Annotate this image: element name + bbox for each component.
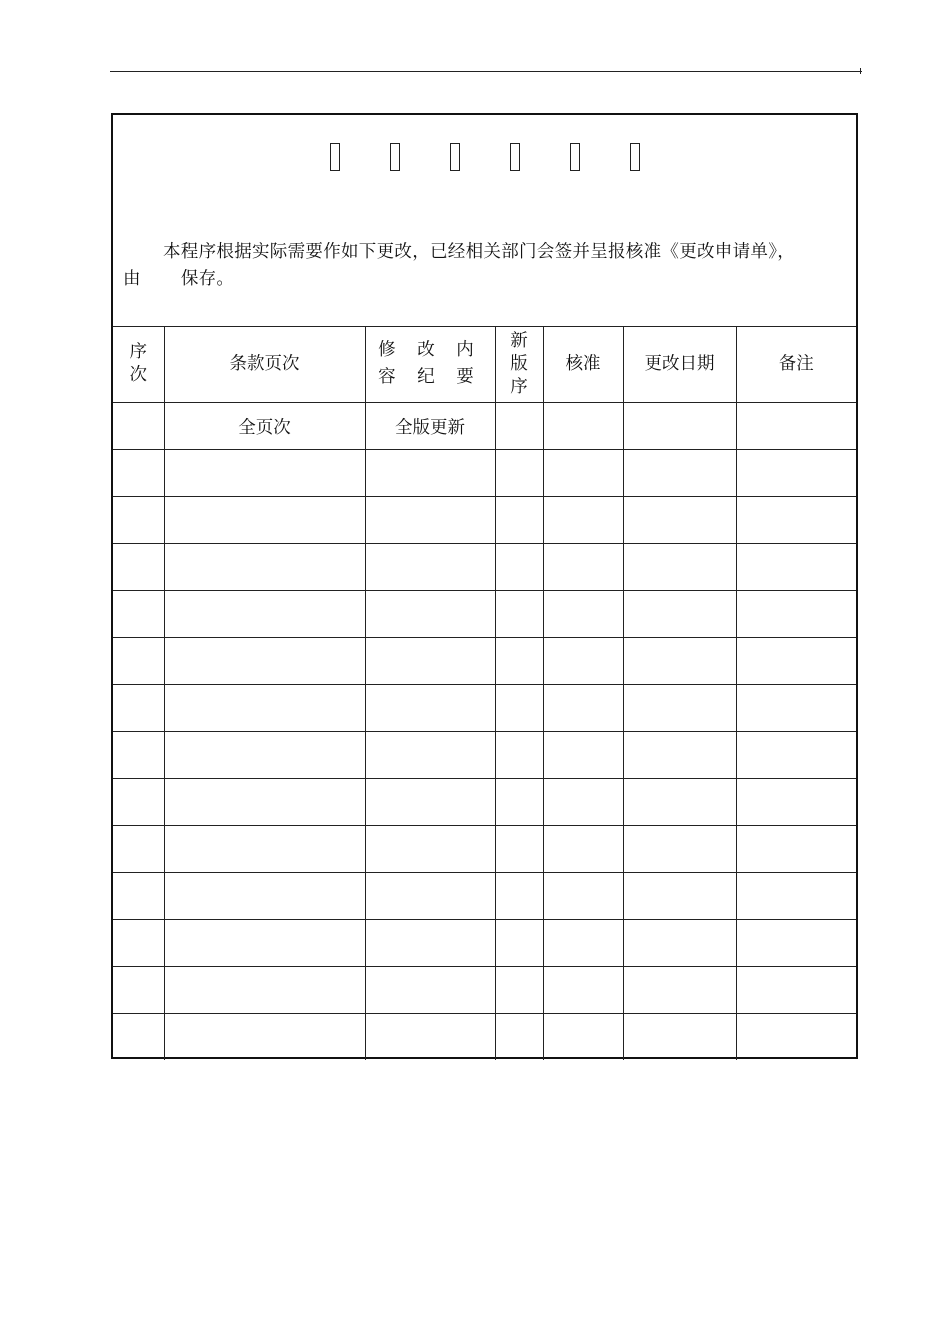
cell-new-version[interactable] xyxy=(495,638,543,685)
header-clause-page: 条款页次 xyxy=(164,326,365,403)
cell-clause-page[interactable] xyxy=(164,497,365,544)
cell-new-version[interactable] xyxy=(495,497,543,544)
cell-remarks[interactable] xyxy=(736,732,856,779)
cell-change-date[interactable] xyxy=(623,450,736,497)
cell-change-date[interactable] xyxy=(623,732,736,779)
table-row xyxy=(113,638,856,685)
form-title xyxy=(113,143,856,171)
header-remarks: 备注 xyxy=(736,326,856,403)
cell-seq[interactable] xyxy=(113,638,164,685)
intro-line-2-prefix: 由 xyxy=(123,269,141,289)
cell-change-date[interactable] xyxy=(623,826,736,873)
cell-approve[interactable] xyxy=(543,779,623,826)
cell-change-date[interactable] xyxy=(623,497,736,544)
cell-clause-page[interactable] xyxy=(164,732,365,779)
cell-seq[interactable] xyxy=(113,873,164,920)
cell-clause-page[interactable] xyxy=(164,873,365,920)
cell-new-version[interactable] xyxy=(495,873,543,920)
cell-remarks[interactable] xyxy=(736,967,856,1014)
cell-approve[interactable] xyxy=(543,591,623,638)
cell-summary[interactable] xyxy=(365,1014,495,1061)
cell-remarks[interactable] xyxy=(736,544,856,591)
cell-summary[interactable] xyxy=(365,920,495,967)
cell-new-version[interactable] xyxy=(495,826,543,873)
cell-seq[interactable] xyxy=(113,1014,164,1061)
title-glyph xyxy=(630,143,640,171)
cell-remarks[interactable] xyxy=(736,591,856,638)
header-approve: 核准 xyxy=(543,326,623,403)
table-row xyxy=(113,1014,856,1061)
cell-clause-page[interactable] xyxy=(164,450,365,497)
title-glyph xyxy=(390,143,400,171)
header-summary: 修 改 内 容 纪 要 xyxy=(365,326,495,403)
cell-approve[interactable] xyxy=(543,873,623,920)
cell-seq[interactable] xyxy=(113,497,164,544)
cell-remarks[interactable] xyxy=(736,450,856,497)
cell-summary[interactable] xyxy=(365,732,495,779)
cell-summary[interactable] xyxy=(365,497,495,544)
cell-change-date[interactable] xyxy=(623,685,736,732)
cell-clause-page[interactable] xyxy=(164,967,365,1014)
header-seq: 序次 xyxy=(113,326,164,403)
cell-approve[interactable] xyxy=(543,826,623,873)
cell-remarks[interactable] xyxy=(736,497,856,544)
intro-line-1: 本程序根据实际需要作如下更改，已经相关部门会签并呈报核准《更改申请单》， xyxy=(163,242,796,262)
table-row xyxy=(113,920,856,967)
cell-remarks[interactable] xyxy=(736,685,856,732)
cell-new-version[interactable] xyxy=(495,403,543,450)
cell-change-date[interactable] xyxy=(623,873,736,920)
cell-summary[interactable] xyxy=(365,450,495,497)
cell-approve[interactable] xyxy=(543,732,623,779)
revision-record-form xyxy=(111,113,858,1059)
table-row xyxy=(113,450,856,497)
cell-approve[interactable] xyxy=(543,967,623,1014)
cell-clause-page[interactable] xyxy=(164,685,365,732)
intro-line-2 xyxy=(123,266,847,293)
cell-new-version[interactable] xyxy=(495,685,543,732)
cell-seq[interactable] xyxy=(113,403,164,450)
cell-remarks[interactable] xyxy=(736,873,856,920)
table-row xyxy=(113,403,856,450)
cell-remarks[interactable] xyxy=(736,826,856,873)
table-row xyxy=(113,826,856,873)
cell-new-version[interactable] xyxy=(495,920,543,967)
cell-approve[interactable] xyxy=(543,544,623,591)
title-glyph xyxy=(570,143,580,171)
title-glyph xyxy=(330,143,340,171)
cell-summary[interactable] xyxy=(365,779,495,826)
header-new-version: 新版序 xyxy=(495,326,543,403)
cell-clause-page[interactable] xyxy=(164,1014,365,1061)
cell-change-date[interactable] xyxy=(623,403,736,450)
cell-seq[interactable] xyxy=(113,450,164,497)
cell-summary[interactable]: 全版更新 xyxy=(365,403,495,450)
cell-seq[interactable] xyxy=(113,544,164,591)
cell-clause-page[interactable] xyxy=(164,920,365,967)
cell-change-date[interactable] xyxy=(623,920,736,967)
table-row xyxy=(113,544,856,591)
cell-remarks[interactable] xyxy=(736,779,856,826)
page-header-rule xyxy=(110,71,862,72)
cell-clause-page[interactable] xyxy=(164,544,365,591)
cell-new-version[interactable] xyxy=(495,591,543,638)
cell-approve[interactable] xyxy=(543,685,623,732)
cell-change-date[interactable] xyxy=(623,544,736,591)
cell-clause-page[interactable] xyxy=(164,826,365,873)
table-row xyxy=(113,779,856,826)
title-glyph xyxy=(450,143,460,171)
cell-new-version[interactable] xyxy=(495,450,543,497)
cell-seq[interactable] xyxy=(113,732,164,779)
form-intro-section xyxy=(113,115,856,327)
cell-new-version[interactable] xyxy=(495,544,543,591)
cell-seq[interactable] xyxy=(113,920,164,967)
cell-summary[interactable] xyxy=(365,685,495,732)
cell-approve[interactable] xyxy=(543,403,623,450)
cell-approve[interactable] xyxy=(543,638,623,685)
cell-remarks[interactable] xyxy=(736,403,856,450)
cell-seq[interactable] xyxy=(113,779,164,826)
cell-seq[interactable] xyxy=(113,591,164,638)
table-header-row xyxy=(113,326,856,403)
cell-clause-page[interactable] xyxy=(164,591,365,638)
cell-approve[interactable] xyxy=(543,1014,623,1061)
table-row xyxy=(113,497,856,544)
table-row xyxy=(113,732,856,779)
cell-remarks[interactable] xyxy=(736,920,856,967)
cell-summary[interactable] xyxy=(365,873,495,920)
table-row xyxy=(113,591,856,638)
table-row xyxy=(113,967,856,1014)
cell-new-version[interactable] xyxy=(495,732,543,779)
header-change-date: 更改日期 xyxy=(623,326,736,403)
cell-approve[interactable] xyxy=(543,450,623,497)
cell-approve[interactable] xyxy=(543,497,623,544)
cell-clause-page[interactable] xyxy=(164,638,365,685)
revision-table xyxy=(113,326,856,1060)
cell-change-date[interactable] xyxy=(623,591,736,638)
title-glyph xyxy=(510,143,520,171)
cell-change-date[interactable] xyxy=(623,779,736,826)
cell-change-date[interactable] xyxy=(623,638,736,685)
cell-seq[interactable] xyxy=(113,685,164,732)
page-header-tick xyxy=(860,68,861,74)
table-row xyxy=(113,873,856,920)
intro-paragraph xyxy=(123,239,847,293)
cell-summary[interactable] xyxy=(365,967,495,1014)
cell-new-version[interactable] xyxy=(495,779,543,826)
cell-remarks[interactable] xyxy=(736,638,856,685)
cell-new-version[interactable] xyxy=(495,967,543,1014)
cell-remarks[interactable] xyxy=(736,1014,856,1061)
cell-change-date[interactable] xyxy=(623,967,736,1014)
intro-line-2-suffix: 保存。 xyxy=(180,269,235,289)
cell-new-version[interactable] xyxy=(495,1014,543,1061)
cell-summary[interactable] xyxy=(365,591,495,638)
cell-change-date[interactable] xyxy=(623,1014,736,1061)
cell-clause-page[interactable] xyxy=(164,779,365,826)
cell-approve[interactable] xyxy=(543,920,623,967)
cell-seq[interactable] xyxy=(113,967,164,1014)
cell-summary[interactable] xyxy=(365,544,495,591)
cell-summary[interactable] xyxy=(365,638,495,685)
cell-summary[interactable] xyxy=(365,826,495,873)
table-row xyxy=(113,685,856,732)
cell-clause-page[interactable]: 全页次 xyxy=(164,403,365,450)
cell-seq[interactable] xyxy=(113,826,164,873)
